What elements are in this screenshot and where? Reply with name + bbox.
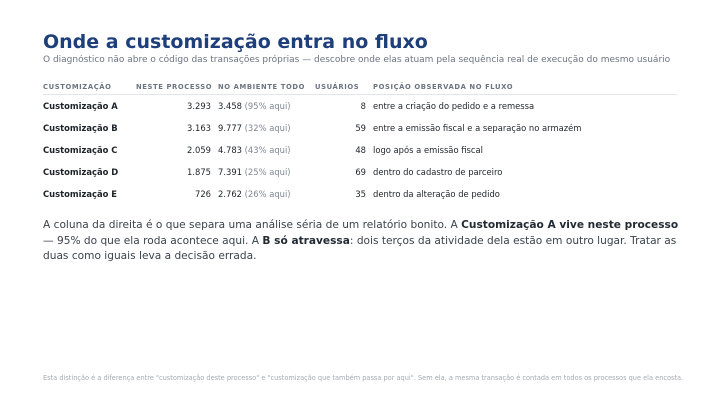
row-here: 1.875 [187,167,211,177]
row-here: 3.293 [187,101,211,111]
row-here: 726 [195,189,211,199]
row-position: logo após a emissão fiscal [373,145,483,155]
row-pct: (32% aqui) [244,123,291,133]
row-position: entre a emissão fiscal e a separação no armazém [373,123,582,133]
table-row [43,183,677,205]
table-row [43,95,677,118]
row-all-value: 3.458 [218,101,242,111]
row-name: Customização B [43,123,118,133]
table-row [43,117,677,139]
row-position: entre a criação do pedido e a remessa [373,101,535,111]
row-all [218,183,315,205]
row-pct: (26% aqui) [244,189,291,199]
row-users: 59 [355,123,366,133]
table-row [43,139,677,161]
body-emphasis-a: Customização A vive neste processo [461,219,679,231]
row-all-value: 2.762 [218,189,242,199]
row-position: dentro do cadastro de parceiro [373,167,503,177]
body-emphasis-b: B só atravessa [262,234,350,247]
body-text-3: : dois terços da atividade dela estão em outro lugar. Tratar as duas como iguais leva a decisão errada. [43,234,677,262]
customization-table [43,80,677,205]
row-name: Customização E [43,189,117,199]
table-row [43,161,677,183]
page-subtitle: O diagnóstico não abre o código das transações próprias — descobre onde elas atuam pela sequência real de execução do mesmo usuário [43,55,671,65]
row-pct: (95% aqui) [244,101,291,111]
row-all [218,161,315,183]
body-paragraph [43,218,683,265]
page-title: Onde a customização entra no fluxo [43,31,428,53]
row-users: 8 [360,101,366,111]
header-this-process: NESTE PROCESSO [136,80,218,95]
row-all-value: 9.777 [218,123,242,133]
row-all-value: 4.783 [218,145,242,155]
row-name: Customização C [43,145,118,155]
row-users: 69 [355,167,366,177]
row-all [218,117,315,139]
row-all [218,95,315,118]
header-whole-environment: NO AMBIENTE TODO [218,80,315,95]
row-users: 48 [355,145,366,155]
body-text-2: — 95% do que ela roda acontece aqui. A [43,234,263,247]
header-position: POSIÇÃO OBSERVADA NO FLUXO [373,80,677,95]
row-pct: (43% aqui) [244,145,291,155]
row-all [218,139,315,161]
row-all-value: 7.391 [218,167,242,177]
row-here: 2.059 [187,145,211,155]
row-pct: (25% aqui) [244,167,291,177]
header-users: USUÁRIOS [315,80,373,95]
row-name: Customização A [43,101,118,111]
row-name: Customização D [43,167,119,177]
table-header-row [43,80,677,95]
header-customization: CUSTOMIZAÇÃO [43,80,136,95]
row-users: 35 [355,189,366,199]
footnote: Esta distinção é a diferença entre "customização deste processo" e "customização que também passa por aqui". Sem ela, a mesma transação é contada em todos os processos que ela encosta. [43,374,684,382]
row-position: dentro da alteração de pedido [373,189,500,199]
body-text-1: A coluna da direita é o que separa uma análise séria de um relatório bonito. A [43,219,462,231]
row-here: 3.163 [187,123,211,133]
